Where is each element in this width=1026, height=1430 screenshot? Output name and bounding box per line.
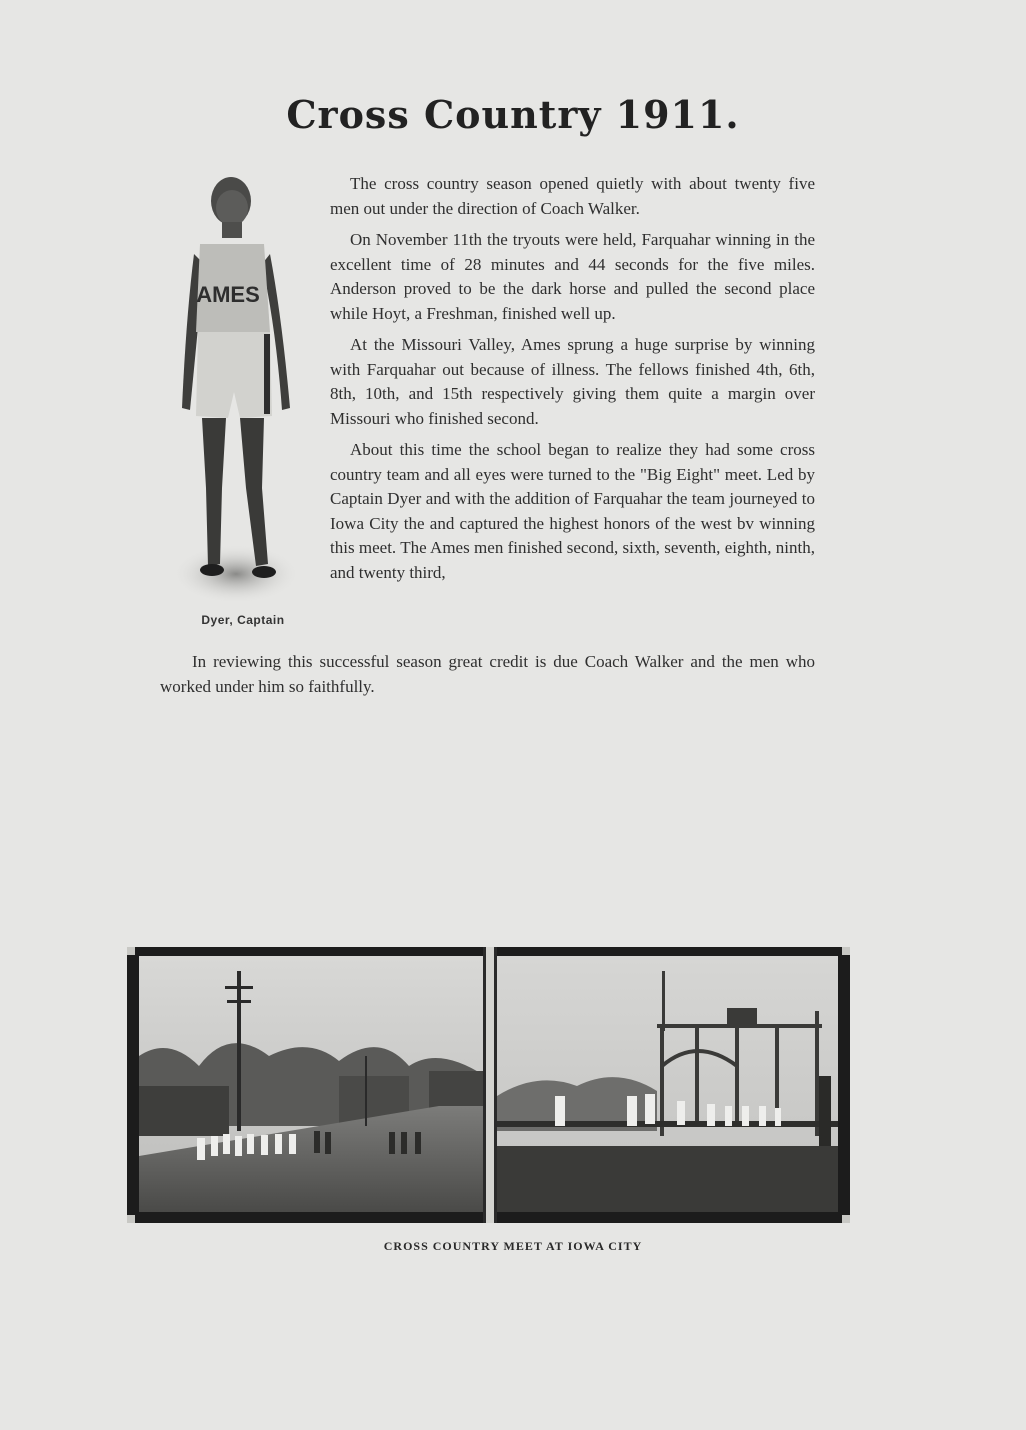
captain-caption: Dyer, Captain: [201, 613, 285, 627]
photo-caption: CROSS COUNTRY MEET AT IOWA CITY: [383, 1239, 643, 1253]
panel-corner: [127, 1215, 135, 1223]
street-race-photo: [139, 956, 485, 1212]
panel-corner: [842, 1215, 850, 1223]
paragraph: About this time the school began to realize they had some cross country team and all eyes were turned to the "Big Eight" meet. Led by Captain Dyer and with the addition of Farquahar the team journeyed to Iowa City the and captured the highest honors of the west bv winning this meet. The Ames men finished second, sixth, seventh, eighth, ninth, and twenty third,: [330, 440, 815, 582]
closing-paragraph: In reviewing this successful season great credit is due Coach Walker and the men who worked under him so faithfully.: [160, 652, 815, 696]
svg-text:AMES: AMES: [196, 282, 260, 307]
panel-corner: [127, 947, 135, 955]
article-column: [330, 172, 815, 592]
paragraph: The cross country season opened quietly with about twenty five men out under the direction of Coach Walker.: [330, 174, 815, 218]
panel-divider: [483, 947, 497, 1223]
paragraph: At the Missouri Valley, Ames sprung a huge surprise by winning with Farquahar out because of illness. The fellows finished 4th, 6th, 8th, 10th, and 15th respectively giving them quite a margin over Missouri who finished second.: [330, 335, 815, 428]
panel-corner: [842, 947, 850, 955]
page-title: Cross Country 1911.: [286, 92, 740, 137]
photo-panel: [127, 947, 850, 1223]
bridge-race-photo: [497, 956, 838, 1212]
paragraph: On November 11th the tryouts were held, Farquahar winning in the excellent time of 28 minutes and 44 seconds for the five miles. Anderson proved to be the dark horse and pulled the second place while Hoyt, a Freshman, finished well up.: [330, 230, 815, 323]
captain-photo: [172, 168, 300, 608]
